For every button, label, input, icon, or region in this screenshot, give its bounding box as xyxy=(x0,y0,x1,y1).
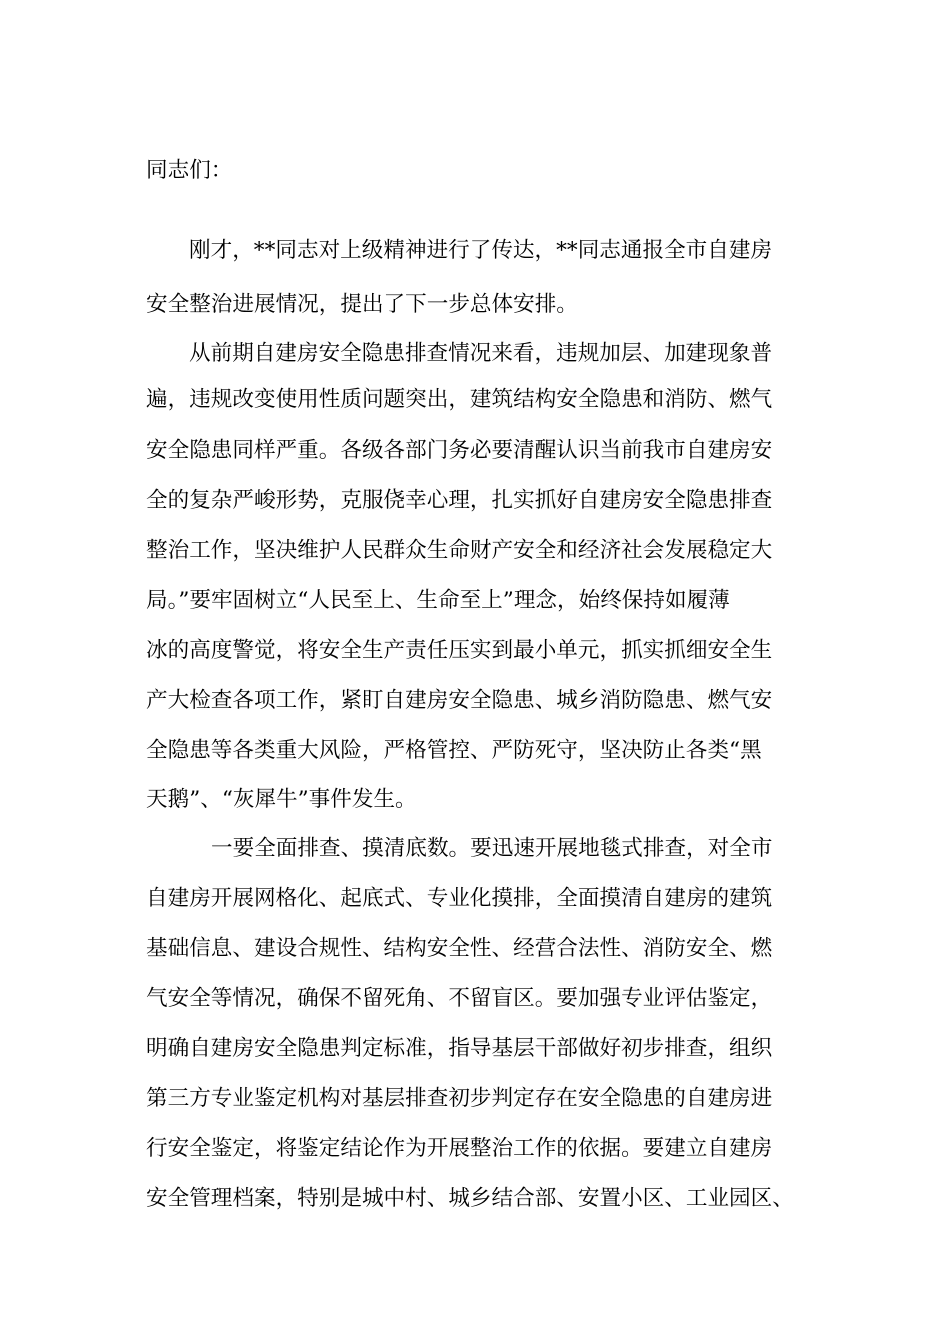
paragraph-line: 产大检查各项工作，紧盯自建房安全隐患、城乡消防隐患、燃气安 xyxy=(146,688,773,713)
paragraph-line: 自建房开展网格化、起底式、专业化摸排，全面摸清自建房的建筑 xyxy=(146,886,773,911)
salutation: 同志们： xyxy=(146,158,233,183)
paragraph-line: 全隐患等各类重大风险，严格管控、严防死守，坚决防止各类“黑 xyxy=(146,738,762,763)
paragraph-line: 安全整治进展情况，提出了下一步总体安排。 xyxy=(146,292,578,317)
paragraph-line: 局。”要牢固树立“人民至上、生命至上”理念，始终保持如履薄 xyxy=(146,588,730,613)
paragraph-line: 安全管理档案，特别是城中村、城乡结合部、安置小区、工业园区、 xyxy=(146,1186,794,1211)
paragraph-line: 基础信息、建设合规性、结构安全性、经营合法性、消防安全、燃 xyxy=(146,936,773,961)
paragraph-line: 从前期自建房安全隐患排查情况来看，违规加层、加建现象普 xyxy=(189,341,773,366)
paragraph-line: 整治工作，坚决维护人民群众生命财产安全和经济社会发展稳定大 xyxy=(146,538,773,563)
paragraph-line: 冰的高度警觉，将安全生产责任压实到最小单元，抓实抓细安全生 xyxy=(146,638,773,663)
paragraph-line: 明确自建房安全隐患判定标准，指导基层干部做好初步排查，组织 xyxy=(146,1036,773,1061)
paragraph-line: 全的复杂严峻形势，克服侥幸心理，扎实抓好自建房安全隐患排查 xyxy=(146,488,773,513)
paragraph-line: 天鹅”、“灰犀牛”事件发生。 xyxy=(146,787,417,812)
paragraph-line: 安全隐患同样严重。各级各部门务必要清醒认识当前我市自建房安 xyxy=(146,438,773,463)
paragraph-line: 第三方专业鉴定机构对基层排查初步判定存在安全隐患的自建房进 xyxy=(146,1086,773,1111)
paragraph-line: 气安全等情况，确保不留死角、不留盲区。要加强专业评估鉴定， xyxy=(146,986,773,1011)
paragraph-line: 刚才，**同志对上级精神进行了传达，**同志通报全市自建房 xyxy=(189,238,773,263)
paragraph-line: 一要全面排查、摸清底数。要迅速开展地毯式排查，对全市 xyxy=(211,836,773,861)
paragraph-line: 遍，违规改变使用性质问题突出，建筑结构安全隐患和消防、燃气 xyxy=(146,387,773,412)
paragraph-line: 行安全鉴定，将鉴定结论作为开展整治工作的依据。要建立自建房 xyxy=(146,1136,773,1161)
